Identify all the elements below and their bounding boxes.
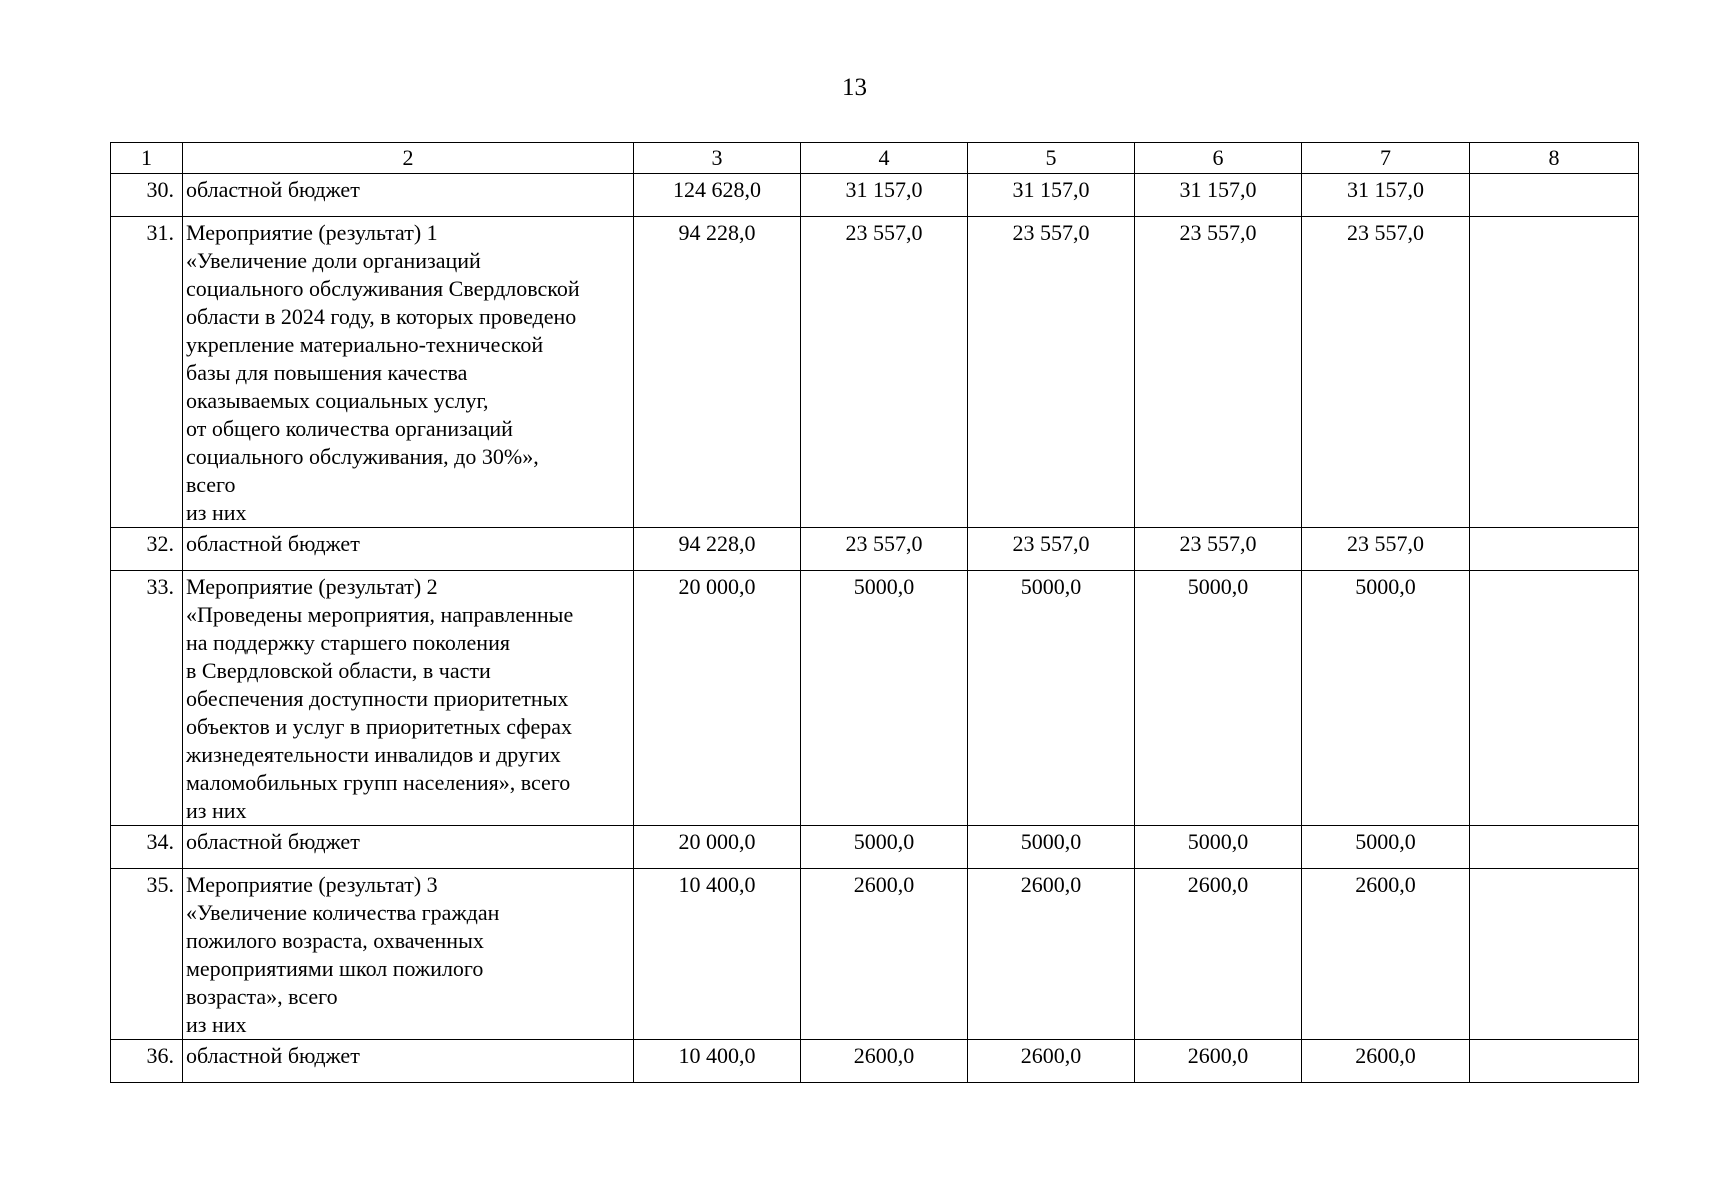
- value-cell-col-4: 2600,0: [801, 869, 968, 1040]
- description-line: «Проведены мероприятия, направленные: [186, 602, 574, 627]
- description-line: из них: [186, 500, 247, 525]
- row-number: 33.: [111, 571, 183, 826]
- description-line: областной бюджет: [186, 531, 360, 556]
- description-line: обеспечения доступности приоритетных: [186, 686, 569, 711]
- budget-table: [110, 142, 1639, 1083]
- value-cell-col-7: 5000,0: [1302, 571, 1470, 826]
- value-cell-col-3: 20 000,0: [634, 571, 801, 826]
- description-line: областной бюджет: [186, 177, 360, 202]
- value-cell-col-3: 20 000,0: [634, 826, 801, 869]
- value-cell-col-6: 31 157,0: [1135, 174, 1302, 217]
- description-line: объектов и услуг в приоритетных сферах: [186, 714, 573, 739]
- column-header: 1: [111, 143, 183, 174]
- table-row: [111, 1040, 1639, 1083]
- value-cell-col-3: 94 228,0: [634, 217, 801, 528]
- value-cell-col-8: [1470, 528, 1639, 571]
- value-cell-col-6: 2600,0: [1135, 869, 1302, 1040]
- description-line: от общего количества организаций: [186, 416, 513, 441]
- value-cell-col-8: [1470, 217, 1639, 528]
- row-description: [183, 217, 634, 528]
- value-cell-col-5: 2600,0: [968, 869, 1135, 1040]
- description-line: Мероприятие (результат) 3: [186, 872, 438, 897]
- value-cell-col-4: 23 557,0: [801, 528, 968, 571]
- description-line: возраста», всего: [186, 984, 338, 1009]
- value-cell-col-5: 5000,0: [968, 826, 1135, 869]
- column-header: 6: [1135, 143, 1302, 174]
- table-row: [111, 174, 1639, 217]
- row-description: [183, 1040, 634, 1083]
- description-line: областной бюджет: [186, 829, 360, 854]
- table-row: [111, 217, 1639, 528]
- description-line: Мероприятие (результат) 1: [186, 220, 438, 245]
- page-number: 13: [842, 74, 867, 101]
- description-line: «Увеличение количества граждан: [186, 900, 500, 925]
- row-number: 30.: [111, 174, 183, 217]
- row-description: [183, 571, 634, 826]
- value-cell-col-3: 124 628,0: [634, 174, 801, 217]
- row-number: 35.: [111, 869, 183, 1040]
- description-line: базы для повышения качества: [186, 360, 468, 385]
- value-cell-col-7: 2600,0: [1302, 1040, 1470, 1083]
- value-cell-col-7: 23 557,0: [1302, 217, 1470, 528]
- value-cell-col-3: 10 400,0: [634, 1040, 801, 1083]
- column-header: 3: [634, 143, 801, 174]
- value-cell-col-8: [1470, 826, 1639, 869]
- table-row: [111, 571, 1639, 826]
- description-line: области в 2024 году, в которых проведено: [186, 304, 577, 329]
- description-line: социального обслуживания Свердловской: [186, 276, 580, 301]
- value-cell-col-6: 5000,0: [1135, 571, 1302, 826]
- value-cell-col-4: 5000,0: [801, 826, 968, 869]
- value-cell-col-8: [1470, 869, 1639, 1040]
- value-cell-col-4: 23 557,0: [801, 217, 968, 528]
- description-line: пожилого возраста, охваченных: [186, 928, 484, 953]
- row-number: 31.: [111, 217, 183, 528]
- description-line: жизнедеятельности инвалидов и других: [186, 742, 561, 767]
- value-cell-col-4: 2600,0: [801, 1040, 968, 1083]
- row-description: [183, 869, 634, 1040]
- column-header: 5: [968, 143, 1135, 174]
- value-cell-col-7: 23 557,0: [1302, 528, 1470, 571]
- description-line: оказываемых социальных услуг,: [186, 388, 489, 413]
- table-row: [111, 528, 1639, 571]
- description-line: социального обслуживания, до 30%»,: [186, 444, 539, 469]
- column-header: 8: [1470, 143, 1639, 174]
- description-line: укрепление материально-технической: [186, 332, 544, 357]
- row-number: 36.: [111, 1040, 183, 1083]
- value-cell-col-6: 2600,0: [1135, 1040, 1302, 1083]
- description-line: областной бюджет: [186, 1043, 360, 1068]
- column-header: 4: [801, 143, 968, 174]
- description-line: маломобильных групп населения», всего: [186, 770, 571, 795]
- row-number: 34.: [111, 826, 183, 869]
- value-cell-col-6: 5000,0: [1135, 826, 1302, 869]
- description-line: Мероприятие (результат) 2: [186, 574, 438, 599]
- value-cell-col-8: [1470, 1040, 1639, 1083]
- description-line: «Увеличение доли организаций: [186, 248, 481, 273]
- column-header: 2: [183, 143, 634, 174]
- value-cell-col-8: [1470, 571, 1639, 826]
- value-cell-col-7: 5000,0: [1302, 826, 1470, 869]
- description-line: из них: [186, 798, 247, 823]
- value-cell-col-4: 5000,0: [801, 571, 968, 826]
- value-cell-col-5: 5000,0: [968, 571, 1135, 826]
- row-description: [183, 174, 634, 217]
- row-number: 32.: [111, 528, 183, 571]
- value-cell-col-3: 94 228,0: [634, 528, 801, 571]
- value-cell-col-5: 31 157,0: [968, 174, 1135, 217]
- value-cell-col-7: 2600,0: [1302, 869, 1470, 1040]
- value-cell-col-3: 10 400,0: [634, 869, 801, 1040]
- column-header-row: [111, 143, 1639, 174]
- value-cell-col-5: 23 557,0: [968, 217, 1135, 528]
- row-description: [183, 826, 634, 869]
- value-cell-col-4: 31 157,0: [801, 174, 968, 217]
- description-line: в Свердловской области, в части: [186, 658, 491, 683]
- column-header: 7: [1302, 143, 1470, 174]
- table-row: [111, 826, 1639, 869]
- value-cell-col-5: 23 557,0: [968, 528, 1135, 571]
- row-description: [183, 528, 634, 571]
- value-cell-col-8: [1470, 174, 1639, 217]
- description-line: из них: [186, 1012, 247, 1037]
- value-cell-col-5: 2600,0: [968, 1040, 1135, 1083]
- description-line: на поддержку старшего поколения: [186, 630, 510, 655]
- description-line: мероприятиями школ пожилого: [186, 956, 484, 981]
- value-cell-col-7: 31 157,0: [1302, 174, 1470, 217]
- value-cell-col-6: 23 557,0: [1135, 528, 1302, 571]
- table-row: [111, 869, 1639, 1040]
- value-cell-col-6: 23 557,0: [1135, 217, 1302, 528]
- description-line: всего: [186, 472, 236, 497]
